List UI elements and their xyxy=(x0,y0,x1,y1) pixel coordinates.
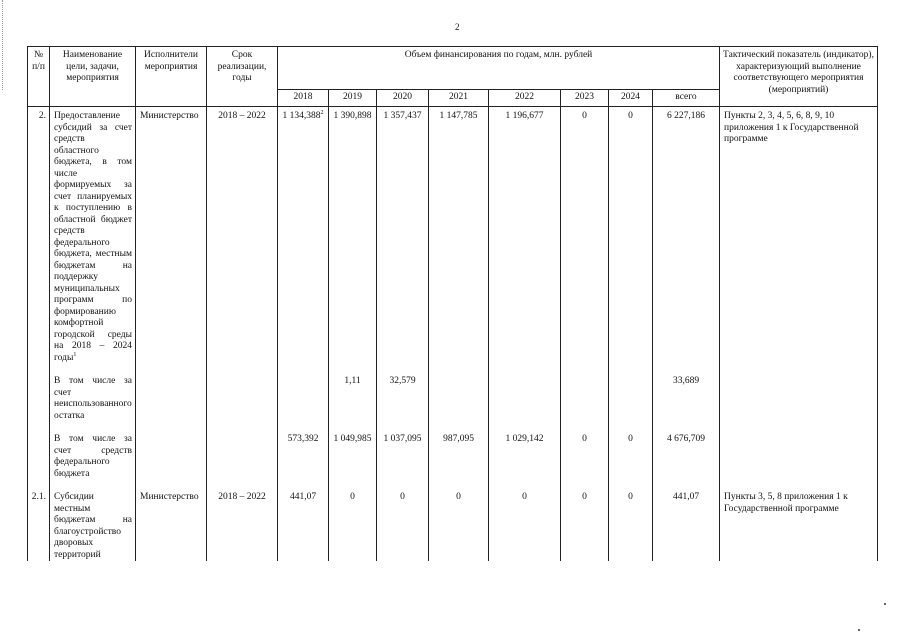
row-spacer xyxy=(28,364,878,376)
row-value-2019: 1 390,898 xyxy=(329,107,377,365)
header-year-total: всего xyxy=(653,90,720,107)
row-value-2023: 0 xyxy=(561,434,609,480)
row-spacer xyxy=(28,480,878,492)
row-value-2021: 1 147,785 xyxy=(429,107,489,365)
row-value-2019: 1 049,985 xyxy=(329,434,377,480)
row-spacer xyxy=(28,422,878,434)
header-year-2019: 2019 xyxy=(329,90,377,107)
row-num: 2. xyxy=(28,107,50,365)
header-year-2021: 2021 xyxy=(429,90,489,107)
row-indicator: Пункты 3, 5, 8 приложения 1 к Государственной программе xyxy=(720,492,878,561)
margin-scan-marks xyxy=(2,0,7,90)
row-value-total: 6 227,186 xyxy=(653,107,720,365)
row-value-2023: 0 xyxy=(561,107,609,365)
row-name: В том числе за счет средств федерального бюджета xyxy=(50,434,136,480)
row-value-2024: 0 xyxy=(609,434,653,480)
row-value-2018: 441,07 xyxy=(278,492,329,561)
row-value-2020: 0 xyxy=(377,492,429,561)
row-value-total: 33,689 xyxy=(653,376,720,422)
scan-speck xyxy=(884,603,886,605)
row-term xyxy=(207,376,278,422)
row-indicator: Пункты 2, 3, 4, 5, 6, 8, 9, 10 приложения 1 к Государственной программе xyxy=(720,107,878,365)
row-value-2018 xyxy=(278,376,329,422)
row-value-2023 xyxy=(561,376,609,422)
row-num xyxy=(28,376,50,422)
row-num: 2.1. xyxy=(28,492,50,561)
row-value-2019: 0 xyxy=(329,492,377,561)
scan-speck xyxy=(858,629,860,631)
header-indicator: Тактический показатель (индикатор), характеризующий выполнение соответствующего мероприятия (мероприятий) xyxy=(720,47,878,107)
row-value-2018: 1 134,388$^2$ xyxy=(278,107,329,365)
header-year-2018: 2018 xyxy=(278,90,329,107)
row-value-2021 xyxy=(429,376,489,422)
header-executor: Исполнители мероприятия xyxy=(136,47,207,107)
table-header-row xyxy=(28,47,878,90)
row-name: Субсидии местным бюджетам на благоустройство дворовых территорий xyxy=(50,492,136,561)
row-term: 2018 – 2022 xyxy=(207,107,278,365)
row-value-2020: 1 037,095 xyxy=(377,434,429,480)
row-indicator xyxy=(720,434,878,480)
header-year-2020: 2020 xyxy=(377,90,429,107)
footnote-mark: 2 xyxy=(320,109,324,116)
table-row xyxy=(28,492,878,561)
row-value-2024 xyxy=(609,376,653,422)
row-executor xyxy=(136,434,207,480)
row-value-total: 4 676,709 xyxy=(653,434,720,480)
row-name: В том числе за счет неиспользованного остатка xyxy=(50,376,136,422)
row-value-2024: 0 xyxy=(609,492,653,561)
table-row xyxy=(28,434,878,480)
row-value-2020: 32,579 xyxy=(377,376,429,422)
row-term xyxy=(207,434,278,480)
row-value-2018: 573,392 xyxy=(278,434,329,480)
row-value-2022: 0 xyxy=(489,492,561,561)
financing-table xyxy=(27,46,878,561)
header-year-2023: 2023 xyxy=(561,90,609,107)
table-row xyxy=(28,107,878,365)
row-value-2023: 0 xyxy=(561,492,609,561)
row-executor xyxy=(136,376,207,422)
table-row xyxy=(28,376,878,422)
row-value-total: 441,07 xyxy=(653,492,720,561)
row-value-2024: 0 xyxy=(609,107,653,365)
header-financing: Объем финансирования по годам, млн. рублей xyxy=(278,47,720,90)
header-year-2022: 2022 xyxy=(489,90,561,107)
page-number: 2 xyxy=(455,22,460,32)
header-name: Наименование цели, задачи, мероприятия xyxy=(50,47,136,107)
row-executor: Министерство xyxy=(136,107,207,365)
row-term: 2018 – 2022 xyxy=(207,492,278,561)
header-term: Срок реализации, годы xyxy=(207,47,278,107)
row-value-2021: 987,095 xyxy=(429,434,489,480)
row-value-2021: 0 xyxy=(429,492,489,561)
header-num: № п/п xyxy=(28,47,50,107)
footnote-mark: 1 xyxy=(73,351,77,358)
row-value-2022: 1 196,677 xyxy=(489,107,561,365)
row-indicator xyxy=(720,376,878,422)
header-year-2024: 2024 xyxy=(609,90,653,107)
row-num xyxy=(28,434,50,480)
row-value-2019: 1,11 xyxy=(329,376,377,422)
row-value-2022 xyxy=(489,376,561,422)
row-value-2022: 1 029,142 xyxy=(489,434,561,480)
row-value-2020: 1 357,437 xyxy=(377,107,429,365)
row-name: Предоставление субсидий за счет средств областного бюджета, в том числе формируемых за счет планируемых к поступлению в областной бюджет средств федерального бюджета, местным бюджетам на поддержку муниципальных программ по формированию комфортной городской среды на 2018 – 2024 годы$^1$ xyxy=(50,107,136,365)
row-executor: Министерство xyxy=(136,492,207,561)
